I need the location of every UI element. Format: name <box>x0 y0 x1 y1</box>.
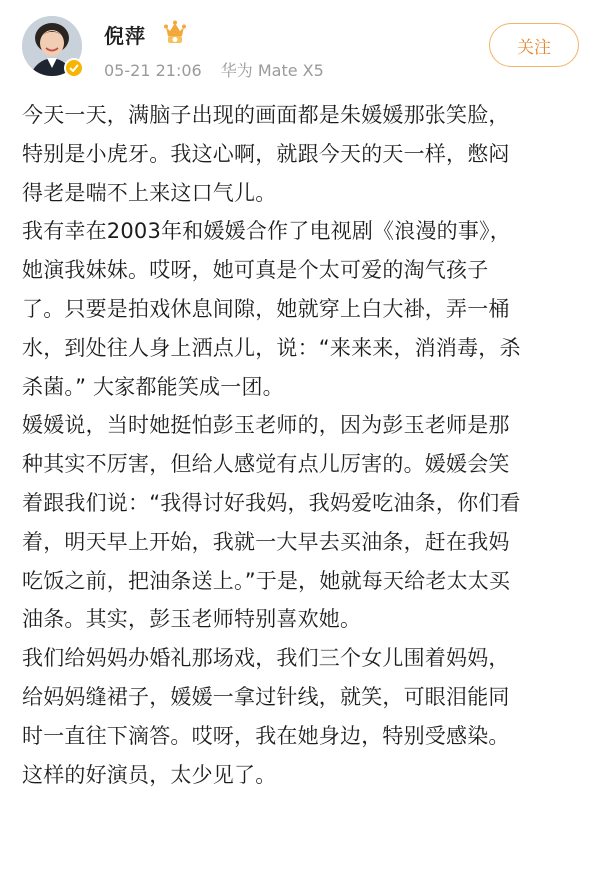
crown-badge-icon[interactable] <box>162 18 188 46</box>
post-device: 华为 Mate X5 <box>220 61 324 80</box>
post-line: 特别是小虎牙。我这心啊，就跟今天的天一样，憋闷 <box>22 141 510 166</box>
post-line: 杀菌。” 大家都能笑成一团。 <box>22 374 284 399</box>
post-line: 着跟我们说：“我得讨好我妈，我妈爱吃油条，你们看 <box>22 490 521 515</box>
post-body <box>22 96 582 794</box>
post-line: 种其实不厉害，但给人感觉有点儿厉害的。媛媛会笑 <box>22 452 510 477</box>
avatar[interactable] <box>22 16 82 76</box>
post-line: 油条。其实，彭玉老师特别喜欢她。 <box>22 607 362 632</box>
post-line: 我有幸在2003年和媛媛合作了电视剧《浪漫的事》， <box>22 219 511 244</box>
follow-button[interactable]: 关注 <box>489 23 579 67</box>
verified-badge-icon <box>64 58 84 78</box>
post-line: 今天一天，满脑子出现的画面都是朱媛媛那张笑脸， <box>22 103 510 127</box>
post-line: 我们给妈妈办婚礼那场戏，我们三个女儿围着妈妈， <box>22 646 510 671</box>
post-line: 水，到处往人身上洒点儿，说：“来来来，消消毒，杀 <box>22 335 521 360</box>
post-line: 她演我妹妹。哎呀，她可真是个太可爱的淘气孩子 <box>22 258 489 283</box>
post-date: 05-21 21:06 <box>104 61 202 80</box>
post-line: 得老是喘不上来这口气儿。 <box>22 180 277 205</box>
post-line: 媛媛说，当时她挺怕彭玉老师的，因为彭玉老师是那 <box>22 413 510 438</box>
post-line: 了。只要是拍戏休息间隙，她就穿上白大褂，弄一桶 <box>22 296 510 321</box>
post-meta <box>104 58 338 81</box>
username[interactable]: 倪萍 <box>104 24 146 48</box>
post-line: 这样的好演员，太少见了。 <box>22 762 277 787</box>
post-line: 着，明天早上开始，我就一大早去买油条，赶在我妈 <box>22 529 510 554</box>
post-header <box>0 0 600 95</box>
post-line: 给妈妈缝裙子，媛媛一拿过针线，就笑，可眼泪能同 <box>22 684 510 709</box>
post-line: 时一直往下滴答。哎呀，我在她身边，特别受感染。 <box>22 723 510 748</box>
post-line: 吃饭之前，把油条送上。”于是，她就每天给老太太买 <box>22 568 511 593</box>
